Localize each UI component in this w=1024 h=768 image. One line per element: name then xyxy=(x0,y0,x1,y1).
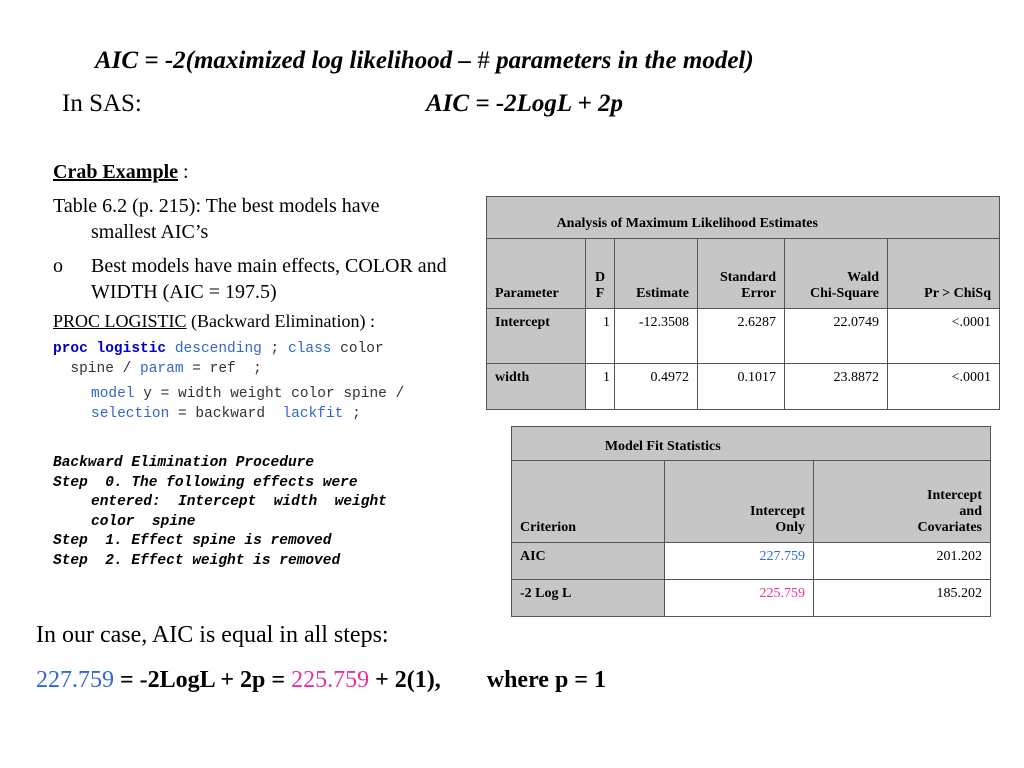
col-ic-line3: Covariates xyxy=(917,520,982,535)
col-wald-line2: Chi-Square xyxy=(810,286,879,301)
output-line: Step 0. The following effects were xyxy=(53,474,358,491)
output-line: Step 2. Effect weight is removed xyxy=(53,552,341,569)
where-clause: where p = 1 xyxy=(486,667,606,693)
model-fit-table xyxy=(511,426,991,617)
col-parameter: Parameter xyxy=(487,239,586,309)
col-se-line1: Standard xyxy=(719,270,776,285)
code-spine: spine / xyxy=(70,360,141,377)
sas-formula-text: AIC = -2LogL + 2 xyxy=(426,90,611,117)
sas-aic-formula xyxy=(426,90,623,118)
code-logistic: logistic xyxy=(96,341,167,357)
row-criterion: -2 Log L xyxy=(512,580,665,617)
sas-formula-p: p xyxy=(610,90,624,117)
code-semi1: ; xyxy=(261,341,288,357)
row-wald: 22.0749 xyxy=(785,309,888,364)
row-logl-intercept-only: 225.759 xyxy=(665,580,814,617)
code-proc: proc xyxy=(53,341,88,357)
mle-table xyxy=(486,196,1000,410)
col-io-line2: Only xyxy=(775,520,805,535)
bullet-text: Best models have main effects, COLOR and WIDTH (AIC = 197.5) xyxy=(91,255,447,303)
col-pr-chisq: Pr > ChiSq xyxy=(888,239,1000,309)
col-intercept-only xyxy=(665,461,814,543)
col-io-line1: Intercept xyxy=(750,504,805,519)
col-estimate: Estimate xyxy=(615,239,698,309)
logl-value: 225.759 xyxy=(291,667,370,693)
code-semi2: ; xyxy=(343,405,361,422)
col-criterion: Criterion xyxy=(512,461,665,543)
code-descending: descending xyxy=(174,341,262,357)
title-text-a: AIC = -2(maximized log likelihood – xyxy=(95,47,478,74)
code-model-rest: y = width weight color spine / xyxy=(134,386,405,402)
row-estimate: 0.4972 xyxy=(615,364,698,410)
bullet-mark: o xyxy=(53,255,63,277)
code-class: class xyxy=(287,341,332,357)
code-param: param xyxy=(140,360,184,377)
table-row xyxy=(487,309,1000,364)
row-se: 2.6287 xyxy=(698,309,785,364)
row-pr: <.0001 xyxy=(888,364,1000,410)
row-estimate: -12.3508 xyxy=(615,309,698,364)
aic-value: 227.759 xyxy=(36,667,114,693)
output-line: Step 1. Effect spine is removed xyxy=(53,533,332,549)
row-param: width xyxy=(487,364,586,410)
code-color: color xyxy=(331,341,384,357)
row-pr: <.0001 xyxy=(888,309,1000,364)
proc-logistic-heading xyxy=(53,311,375,332)
crab-example-heading xyxy=(53,161,189,184)
code-sel-rest: = backward xyxy=(169,405,283,422)
proc-logistic-label: PROC LOGISTIC xyxy=(53,311,187,331)
proc-rest: (Backward Elimination) : xyxy=(186,311,375,331)
code-model: model xyxy=(91,386,135,402)
row-logl-covariates: 185.202 xyxy=(814,580,991,617)
sas-code-block xyxy=(53,340,384,379)
equation-end: + 2(1), xyxy=(369,667,441,693)
row-criterion: AIC xyxy=(512,543,665,580)
row-df: 1 xyxy=(586,364,615,410)
aic-definition-title xyxy=(95,47,754,75)
table-row xyxy=(512,580,991,617)
table-reference xyxy=(53,193,463,245)
fit-table-title: Model Fit Statistics xyxy=(512,427,814,461)
table-ref-line2: smallest AIC’s xyxy=(91,221,209,243)
sas-model-statement xyxy=(91,385,404,424)
code-ref: = ref ; xyxy=(183,360,262,377)
backward-elimination-output xyxy=(53,454,387,571)
row-aic-covariates: 201.202 xyxy=(814,543,991,580)
code-selection: selection xyxy=(91,405,170,422)
crab-example-label: Crab Example xyxy=(53,161,178,183)
col-wald xyxy=(785,239,888,309)
equation-mid: = -2LogL + 2p = xyxy=(114,667,292,693)
row-wald: 23.8872 xyxy=(785,364,888,410)
col-df xyxy=(586,239,615,309)
output-line: Backward Elimination Procedure xyxy=(53,455,315,471)
table-row xyxy=(512,543,991,580)
code-lackfit: lackfit xyxy=(282,405,344,422)
col-se-line2: Error xyxy=(741,286,776,301)
row-se: 0.1017 xyxy=(698,364,785,410)
row-param: Intercept xyxy=(487,309,586,364)
title-text-b: parameters in the model) xyxy=(489,47,754,74)
col-ic-line2: and xyxy=(959,504,982,519)
col-standard-error xyxy=(698,239,785,309)
table-row xyxy=(487,364,1000,410)
title-hash: # xyxy=(477,47,490,74)
aic-equation xyxy=(36,667,606,694)
col-intercept-covariates xyxy=(814,461,991,543)
sas-label: In SAS: xyxy=(62,90,142,117)
output-line: entered: Intercept width weight xyxy=(91,494,387,510)
row-df: 1 xyxy=(586,309,615,364)
col-ic-line1: Intercept xyxy=(927,488,982,503)
mle-table-title: Analysis of Maximum Likelihood Estimates xyxy=(487,197,888,239)
table-ref-line1: Table 6.2 (p. 215): The best models have xyxy=(53,195,380,217)
output-line: color spine xyxy=(91,513,196,530)
col-df-line2: F xyxy=(595,286,605,301)
row-aic-intercept-only: 227.759 xyxy=(665,543,814,580)
conclusion-line: In our case, AIC is equal in all steps: xyxy=(36,622,389,648)
col-df-line1: D xyxy=(594,270,606,285)
col-wald-line1: Wald xyxy=(847,270,879,285)
crab-colon: : xyxy=(178,161,189,183)
